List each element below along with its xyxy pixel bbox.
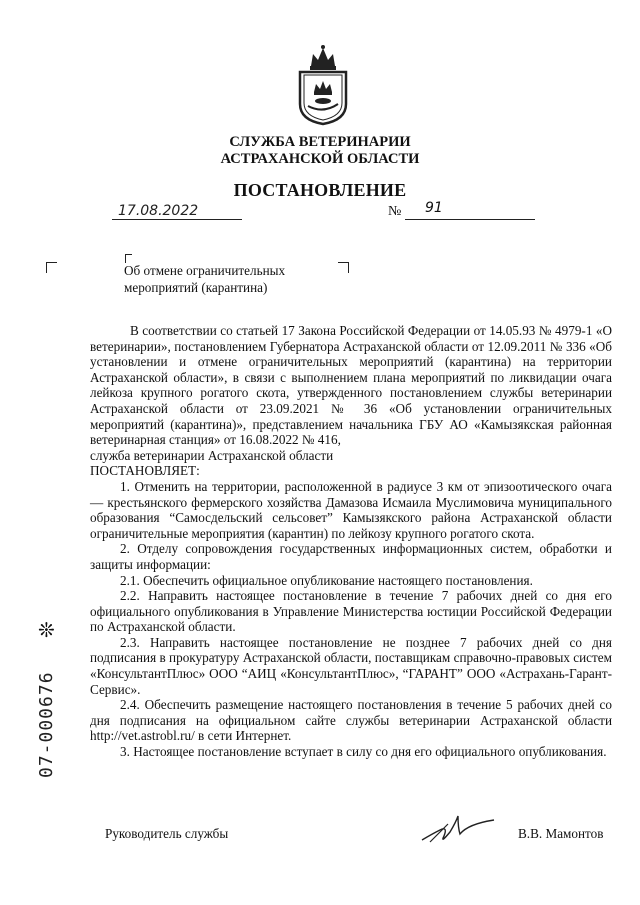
document-body <box>90 323 612 760</box>
org-name-line2: АСТРАХАНСКОЙ ОБЛАСТИ <box>220 151 420 167</box>
margin-mark: ❊ <box>38 618 55 642</box>
document-date: 17.08.2022 <box>118 203 199 219</box>
org-name-line1: СЛУЖБА ВЕТЕРИНАРИИ <box>229 134 411 150</box>
clause-2: 2. Отделу сопровождения государственных информационных систем, обработки и защиты информации: <box>90 541 612 572</box>
document-type: ПОСТАНОВЛЕНИЕ <box>233 180 407 200</box>
date-underline <box>112 219 242 220</box>
signatory-title: Руководитель службы <box>105 826 229 841</box>
corner-mark-left <box>46 262 57 273</box>
corner-mark-subject-top <box>125 254 132 263</box>
authority: служба ветеринарии Астраханской области <box>90 447 334 463</box>
document-subject <box>124 263 344 296</box>
number-label: № <box>388 204 402 219</box>
subject-line2: мероприятий (карантина) <box>124 279 268 295</box>
clause-2-1: 2.1. Обеспечить официальное опубликование настоящего постановления. <box>120 572 533 588</box>
handwritten-signature <box>418 812 498 848</box>
clause-2-4: 2.4. Обеспечить размещение настоящего постановления в течение 5 рабочих дней со дня подписания на официальном сайте службы ветеринарии Астраханской области http://vet.astrobl.ru/ в сети Интернет. <box>90 697 612 744</box>
resolves-heading: ПОСТАНОВЛЯЕТ: <box>90 463 200 479</box>
subject-line1: Об отмене ограничительных <box>124 263 286 278</box>
clause-1: 1. Отменить на территории, расположенной в радиусе 3 км от эпизоотического очага — крестьянского фермерского хозяйства Дамазова Исмаила Муслимовича муниципального образования “Самосдельский сельсовет” Камызякского района Астраханской области ограничительные мероприятия (карантин) по лейкозу крупного рогатого скота. <box>90 478 612 541</box>
astrakhan-coat-of-arms-icon <box>296 44 350 126</box>
clause-2-3: 2.3. Направить настоящее постановление не позднее 7 рабочих дней со дня подписания в прокуратуру Астраханской области, поставщикам справочно-правовых систем «КонсультантПлюс» ООО “АИЦ «КонсультантПлюс», “ГАРАНТ” ООО «Астрахань-Гарант-Сервис». <box>90 634 612 697</box>
signatory-name: В.В. Мамонтов <box>518 826 604 841</box>
clause-3: 3. Настоящее постановление вступает в силу со дня его официального опубликования. <box>120 744 607 760</box>
clause-2-2: 2.2. Направить настоящее постановление в течение 7 рабочих дней со дня его официального опубликования в Управление Министерства юстиции Российской Федерации по Астраханской области. <box>90 588 612 635</box>
document-number: 91 <box>425 200 443 216</box>
preamble: В соответствии со статьей 17 Закона Российской Федерации от 14.05.93 № 4979-1 «О ветеринарии», постановлением Губернатора Астраханской области от 12.09.2011 № 336 «Об установлении и отмене ограничительных мероприятий (карантина) на территории Астраханской области», в связи с выполнением плана мероприятий по ликвидации очага лейкоза крупного рогатого скота, утвержденного постановлением службы ветеринарии Астраханской области от 23.09.2021 № 36 «Об установлении ограничительных мероприятий (карантина)», представлением начальника ГБУ АО «Камызякская районная ветеринарная станция» от 16.08.2022 № 416, <box>90 323 612 448</box>
number-underline <box>405 219 535 220</box>
registration-number: 07-000676 <box>36 671 57 778</box>
